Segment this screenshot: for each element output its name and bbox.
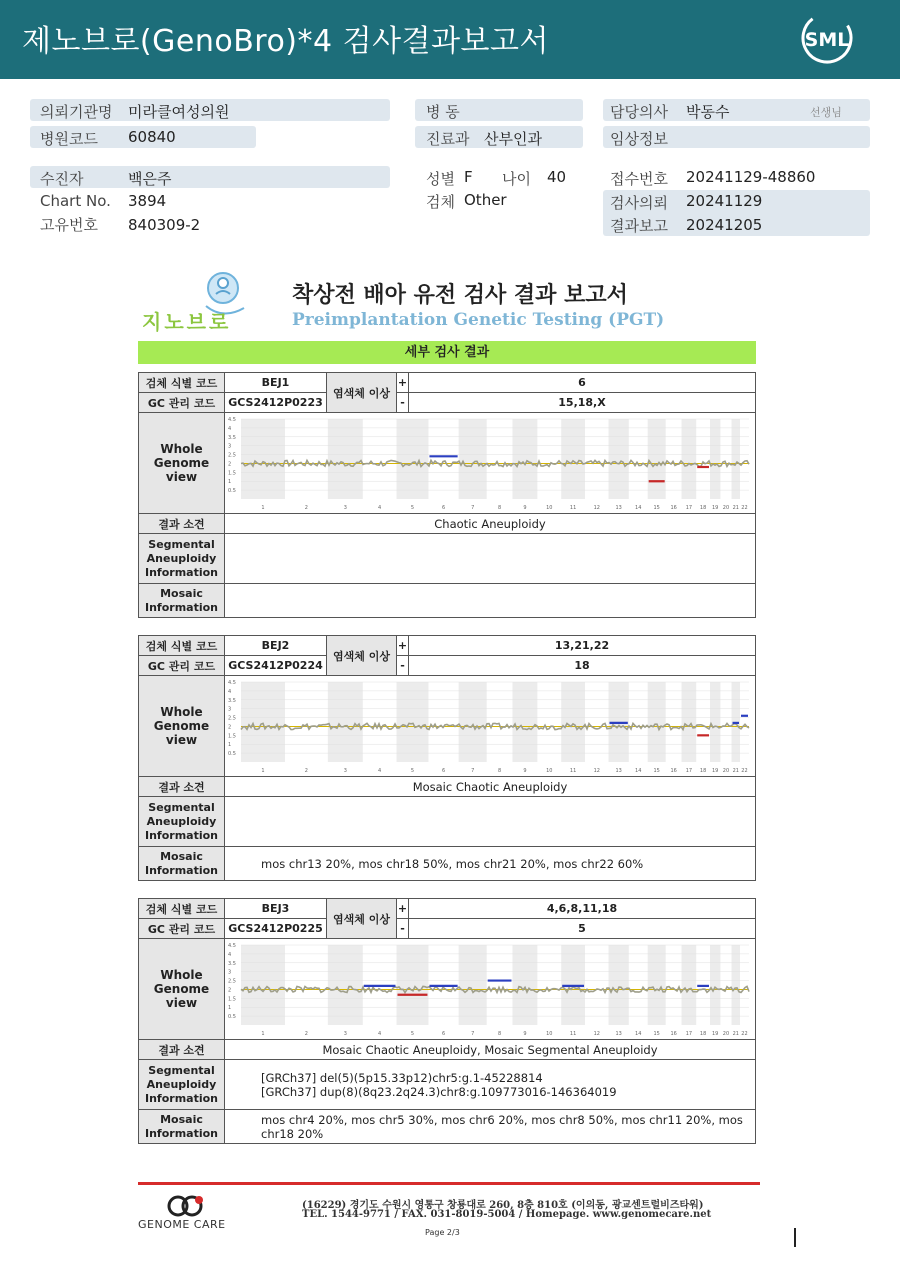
x-tick-label: 22 bbox=[741, 768, 748, 774]
gc-code-label: GC 관리 코드 bbox=[139, 393, 225, 413]
text-cursor bbox=[794, 1228, 796, 1247]
y-tick-label: 1.5 bbox=[228, 470, 236, 477]
chromosome-band bbox=[732, 945, 740, 1025]
gc-code-label: GC 관리 코드 bbox=[139, 919, 225, 939]
y-tick-label: 4 bbox=[228, 951, 232, 958]
x-tick-label: 7 bbox=[471, 768, 475, 774]
gain-chromosomes: 6 bbox=[409, 373, 756, 393]
chromosome-band bbox=[561, 419, 585, 499]
gain-chromosomes: 4,6,8,11,18 bbox=[409, 899, 756, 919]
chromosome-band bbox=[648, 945, 666, 1025]
ward-label: 병 동 bbox=[426, 103, 460, 121]
dept-value: 산부인과 bbox=[484, 130, 542, 148]
x-tick-label: 18 bbox=[699, 505, 707, 511]
x-tick-label: 21 bbox=[732, 768, 739, 774]
y-tick-label: 2 bbox=[228, 724, 232, 731]
x-tick-label: 19 bbox=[712, 1031, 719, 1037]
section-bar: 세부 검사 결과 bbox=[138, 341, 756, 364]
x-tick-label: 7 bbox=[471, 505, 475, 511]
chromosome-band bbox=[682, 945, 697, 1025]
company-contact: TEL. 1544-9771 / FAX. 031-8019-5004 / Homepage. www.genomecare.net bbox=[302, 1209, 712, 1220]
x-tick-label: 2 bbox=[304, 1031, 308, 1037]
chromosome-band bbox=[682, 682, 697, 762]
y-tick-label: 2.5 bbox=[228, 715, 236, 722]
y-tick-label: 1 bbox=[228, 479, 232, 486]
x-tick-label: 6 bbox=[441, 768, 446, 774]
genome-plot-cell bbox=[225, 676, 756, 777]
segmental-label: Segmental Aneuploidy Information bbox=[139, 534, 225, 584]
mosaic-label: Mosaic Information bbox=[139, 847, 225, 881]
institution-label: 의뢰기관명 bbox=[40, 103, 113, 121]
chromosome-band bbox=[512, 682, 537, 762]
report-header bbox=[138, 262, 758, 342]
x-tick-label: 16 bbox=[670, 505, 677, 511]
age-value: 40 bbox=[547, 168, 567, 186]
hospital-code-value: 60840 bbox=[128, 128, 176, 146]
company-address: (16229) 경기도 수원시 영통구 창룡대로 260, 8층 810호 (이의동, 광교센트럴비즈타워) bbox=[302, 1200, 704, 1211]
x-tick-label: 4 bbox=[378, 1031, 382, 1037]
x-tick-label: 10 bbox=[546, 768, 553, 774]
company-name: GENOME CARE bbox=[138, 1218, 226, 1231]
x-tick-label: 21 bbox=[732, 1031, 739, 1037]
chromosome-band bbox=[710, 419, 720, 499]
chromosome-band bbox=[710, 945, 720, 1025]
chromosome-band bbox=[241, 945, 285, 1025]
x-tick-label: 9 bbox=[523, 768, 527, 774]
specimen-label: 검체 bbox=[426, 193, 455, 211]
chromosome-band bbox=[397, 419, 429, 499]
loss-sign: - bbox=[397, 393, 409, 413]
doctor-label: 담당의사 bbox=[610, 103, 668, 121]
unique-label: 고유번호 bbox=[40, 216, 98, 234]
mosaic-value bbox=[225, 584, 756, 618]
x-tick-label: 9 bbox=[523, 505, 527, 511]
x-tick-label: 18 bbox=[699, 768, 707, 774]
genobro-wordmark: 지노브로 bbox=[142, 310, 232, 334]
y-tick-label: 4.5 bbox=[228, 417, 236, 423]
x-tick-label: 11 bbox=[569, 1031, 577, 1037]
chromosome-band bbox=[608, 419, 628, 499]
x-tick-label: 16 bbox=[670, 768, 677, 774]
chrom-abn-label: 염색체 이상 bbox=[327, 899, 397, 939]
x-tick-label: 15 bbox=[653, 768, 660, 774]
chromosome-band bbox=[397, 682, 429, 762]
y-tick-label: 3.5 bbox=[228, 697, 236, 704]
sex-label: 성별 bbox=[426, 170, 455, 188]
receipt-label: 접수번호 bbox=[610, 170, 668, 188]
x-tick-label: 21 bbox=[732, 505, 739, 511]
x-tick-label: 9 bbox=[523, 1031, 527, 1037]
x-tick-label: 12 bbox=[593, 768, 600, 774]
y-tick-label: 1.5 bbox=[228, 733, 236, 740]
x-tick-label: 12 bbox=[593, 1031, 600, 1037]
finding-label: 결과 소견 bbox=[139, 514, 225, 534]
chromosome-band bbox=[459, 682, 487, 762]
x-tick-label: 13 bbox=[615, 505, 622, 511]
x-tick-label: 11 bbox=[569, 505, 577, 511]
y-tick-label: 2.5 bbox=[228, 452, 236, 459]
x-tick-label: 11 bbox=[569, 768, 577, 774]
chromosome-band bbox=[648, 682, 666, 762]
y-tick-label: 4.5 bbox=[228, 943, 236, 949]
y-tick-label: 0.5 bbox=[228, 751, 236, 758]
sample-table bbox=[138, 898, 756, 1144]
clinical-label: 임상정보 bbox=[610, 130, 668, 148]
y-tick-label: 2 bbox=[228, 987, 232, 994]
chromosome-band bbox=[397, 945, 429, 1025]
y-tick-label: 0.5 bbox=[228, 488, 236, 495]
segmental-value bbox=[225, 1060, 756, 1110]
x-tick-label: 13 bbox=[615, 768, 622, 774]
page-number: Page 2/3 bbox=[425, 1228, 460, 1237]
mosaic-value: mos chr4 20%, mos chr5 30%, mos chr6 20%, mos chr8 50%, mos chr11 20%, mos chr18 20% bbox=[225, 1110, 756, 1144]
request-label: 검사의뢰 bbox=[610, 194, 668, 212]
request-value: 20241129 bbox=[686, 192, 763, 210]
y-tick-label: 3 bbox=[228, 706, 232, 713]
segmental-value bbox=[225, 797, 756, 847]
x-tick-label: 14 bbox=[635, 505, 642, 511]
patient-row bbox=[30, 166, 390, 188]
sex-value: F bbox=[464, 168, 473, 186]
loss-chromosomes: 18 bbox=[409, 656, 756, 676]
page-title: 제노브로(GenoBro)*4 검사결과보고서 bbox=[22, 24, 549, 59]
genome-plot bbox=[225, 676, 755, 776]
institution-value: 미라클여성의원 bbox=[128, 103, 230, 121]
chromosome-band bbox=[328, 682, 363, 762]
loss-sign: - bbox=[397, 656, 409, 676]
mosaic-value: mos chr13 20%, mos chr18 50%, mos chr21 20%, mos chr22 60% bbox=[225, 847, 756, 881]
finding-value: Mosaic Chaotic Aneuploidy bbox=[225, 777, 756, 797]
x-tick-label: 12 bbox=[593, 505, 600, 511]
chromosome-band bbox=[459, 945, 487, 1025]
age-label: 나이 bbox=[502, 170, 531, 188]
x-tick-label: 7 bbox=[471, 1031, 475, 1037]
whole-genome-label: Whole Genome view bbox=[139, 413, 225, 514]
hospital-code-label: 병원코드 bbox=[40, 130, 98, 148]
gain-sign: + bbox=[397, 899, 409, 919]
footer-divider bbox=[138, 1182, 760, 1185]
gc-code: GCS2412P0224 bbox=[225, 656, 327, 676]
mosaic-label: Mosaic Information bbox=[139, 584, 225, 618]
chromosome-band bbox=[710, 682, 720, 762]
x-tick-label: 8 bbox=[497, 1031, 502, 1037]
y-tick-label: 4 bbox=[228, 688, 232, 695]
patient-label: 수진자 bbox=[40, 170, 84, 188]
gain-sign: + bbox=[397, 373, 409, 393]
genome-plot-cell bbox=[225, 939, 756, 1040]
x-tick-label: 1 bbox=[261, 768, 265, 774]
x-tick-label: 3 bbox=[343, 768, 347, 774]
x-tick-label: 1 bbox=[261, 1031, 265, 1037]
x-tick-label: 2 bbox=[304, 505, 308, 511]
chromosome-band bbox=[732, 419, 740, 499]
dept-label: 진료과 bbox=[426, 130, 470, 148]
chrom-abn-label: 염색체 이상 bbox=[327, 373, 397, 413]
segmental-label: Segmental Aneuploidy Information bbox=[139, 1060, 225, 1110]
genome-plot bbox=[225, 939, 755, 1039]
x-tick-label: 17 bbox=[685, 1031, 693, 1037]
chrom-abn-label: 염색체 이상 bbox=[327, 636, 397, 676]
chromosome-band bbox=[459, 419, 487, 499]
sample-code: BEJ2 bbox=[225, 636, 327, 656]
sample-table bbox=[138, 635, 756, 881]
chromosome-band bbox=[648, 419, 666, 499]
patient-value: 백은주 bbox=[128, 170, 172, 188]
sample-table bbox=[138, 372, 756, 618]
whole-genome-label: Whole Genome view bbox=[139, 676, 225, 777]
x-tick-label: 5 bbox=[410, 768, 415, 774]
sample-code: BEJ3 bbox=[225, 899, 327, 919]
genome-plot bbox=[225, 413, 755, 513]
chromosome-band bbox=[328, 945, 363, 1025]
pgt-report bbox=[138, 262, 758, 360]
sml-logo-text: SML bbox=[804, 29, 850, 51]
gain-chromosomes: 13,21,22 bbox=[409, 636, 756, 656]
chromosome-band bbox=[241, 682, 285, 762]
x-tick-label: 17 bbox=[685, 768, 693, 774]
x-tick-label: 10 bbox=[546, 505, 553, 511]
chromosome-band bbox=[608, 945, 628, 1025]
segmental-line: [GRCh37] dup(8)(8q23.2q24.3)chr8:g.109773016-146364019 bbox=[261, 1084, 617, 1099]
gc-code: GCS2412P0223 bbox=[225, 393, 327, 413]
sample-code-label: 검체 식별 코드 bbox=[139, 373, 225, 393]
y-tick-label: 1 bbox=[228, 1005, 232, 1012]
genome-plot-cell bbox=[225, 413, 756, 514]
x-tick-label: 1 bbox=[261, 505, 265, 511]
gc-code: GCS2412P0225 bbox=[225, 919, 327, 939]
loss-sign: - bbox=[397, 919, 409, 939]
x-tick-label: 6 bbox=[441, 505, 446, 511]
x-tick-label: 19 bbox=[712, 505, 719, 511]
x-tick-label: 8 bbox=[497, 768, 502, 774]
x-tick-label: 14 bbox=[635, 768, 642, 774]
y-tick-label: 2.5 bbox=[228, 978, 236, 985]
y-tick-label: 1.5 bbox=[228, 996, 236, 1003]
finding-label: 결과 소견 bbox=[139, 777, 225, 797]
chromosome-band bbox=[512, 945, 537, 1025]
x-tick-label: 2 bbox=[304, 768, 308, 774]
sml-logo bbox=[798, 12, 856, 64]
x-tick-label: 13 bbox=[615, 1031, 622, 1037]
x-tick-label: 8 bbox=[497, 505, 502, 511]
x-tick-label: 20 bbox=[722, 1031, 730, 1037]
x-tick-label: 20 bbox=[722, 768, 730, 774]
y-tick-label: 4.5 bbox=[228, 680, 236, 686]
sample-code-label: 검체 식별 코드 bbox=[139, 899, 225, 919]
y-tick-label: 3.5 bbox=[228, 960, 236, 967]
chart-label: Chart No. bbox=[40, 192, 111, 210]
gc-code-label: GC 관리 코드 bbox=[139, 656, 225, 676]
chromosome-band bbox=[561, 682, 585, 762]
x-tick-label: 5 bbox=[410, 505, 415, 511]
sample-code-label: 검체 식별 코드 bbox=[139, 636, 225, 656]
x-tick-label: 17 bbox=[685, 505, 693, 511]
report-title: 착상전 배아 유전 검사 결과 보고서 bbox=[292, 283, 628, 308]
finding-value: Mosaic Chaotic Aneuploidy, Mosaic Segmental Aneuploidy bbox=[225, 1040, 756, 1060]
sample-code: BEJ1 bbox=[225, 373, 327, 393]
specimen-value: Other bbox=[464, 191, 507, 209]
chromosome-band bbox=[512, 419, 537, 499]
unique-value: 840309-2 bbox=[128, 216, 201, 234]
x-tick-label: 20 bbox=[722, 505, 730, 511]
x-tick-label: 4 bbox=[378, 505, 382, 511]
gain-sign: + bbox=[397, 636, 409, 656]
x-tick-label: 4 bbox=[378, 768, 382, 774]
report-value: 20241205 bbox=[686, 216, 763, 234]
x-tick-label: 16 bbox=[670, 1031, 677, 1037]
x-tick-label: 19 bbox=[712, 768, 719, 774]
y-tick-label: 4 bbox=[228, 425, 232, 432]
chromosome-band bbox=[682, 419, 697, 499]
report-subtitle: Preimplantation Genetic Testing (PGT) bbox=[292, 310, 665, 330]
y-tick-label: 2 bbox=[228, 461, 232, 468]
finding-value: Chaotic Aneuploidy bbox=[225, 514, 756, 534]
y-tick-label: 3.5 bbox=[228, 434, 236, 441]
doctor-value: 박동수 bbox=[686, 103, 730, 121]
doctor-suffix: 선생님 bbox=[810, 106, 842, 119]
x-tick-label: 6 bbox=[441, 1031, 446, 1037]
segmental-label: Segmental Aneuploidy Information bbox=[139, 797, 225, 847]
finding-label: 결과 소견 bbox=[139, 1040, 225, 1060]
receipt-value: 20241129-48860 bbox=[686, 168, 816, 186]
segmental-value bbox=[225, 534, 756, 584]
x-tick-label: 15 bbox=[653, 1031, 660, 1037]
loss-chromosomes: 15,18,X bbox=[409, 393, 756, 413]
y-tick-label: 3 bbox=[228, 969, 232, 976]
genobro-logo bbox=[140, 268, 250, 334]
x-tick-label: 14 bbox=[635, 1031, 642, 1037]
top-header bbox=[0, 0, 900, 79]
whole-genome-label: Whole Genome view bbox=[139, 939, 225, 1040]
x-tick-label: 5 bbox=[410, 1031, 415, 1037]
y-tick-label: 1 bbox=[228, 742, 232, 749]
x-tick-label: 3 bbox=[343, 1031, 347, 1037]
x-tick-label: 15 bbox=[653, 505, 660, 511]
chart-value: 3894 bbox=[128, 192, 167, 210]
x-tick-label: 22 bbox=[741, 505, 748, 511]
chromosome-band bbox=[241, 419, 285, 499]
y-tick-label: 0.5 bbox=[228, 1014, 236, 1021]
loss-chromosomes: 5 bbox=[409, 919, 756, 939]
segmental-line: [GRCh37] del(5)(5p15.33p12)chr5:g.1-45228814 bbox=[261, 1070, 543, 1085]
x-tick-label: 18 bbox=[699, 1031, 707, 1037]
y-tick-label: 3 bbox=[228, 443, 232, 450]
x-tick-label: 3 bbox=[343, 505, 347, 511]
x-tick-label: 22 bbox=[741, 1031, 748, 1037]
chromosome-band bbox=[328, 419, 363, 499]
report-label: 결과보고 bbox=[610, 217, 668, 235]
x-tick-label: 10 bbox=[546, 1031, 553, 1037]
mosaic-label: Mosaic Information bbox=[139, 1110, 225, 1144]
